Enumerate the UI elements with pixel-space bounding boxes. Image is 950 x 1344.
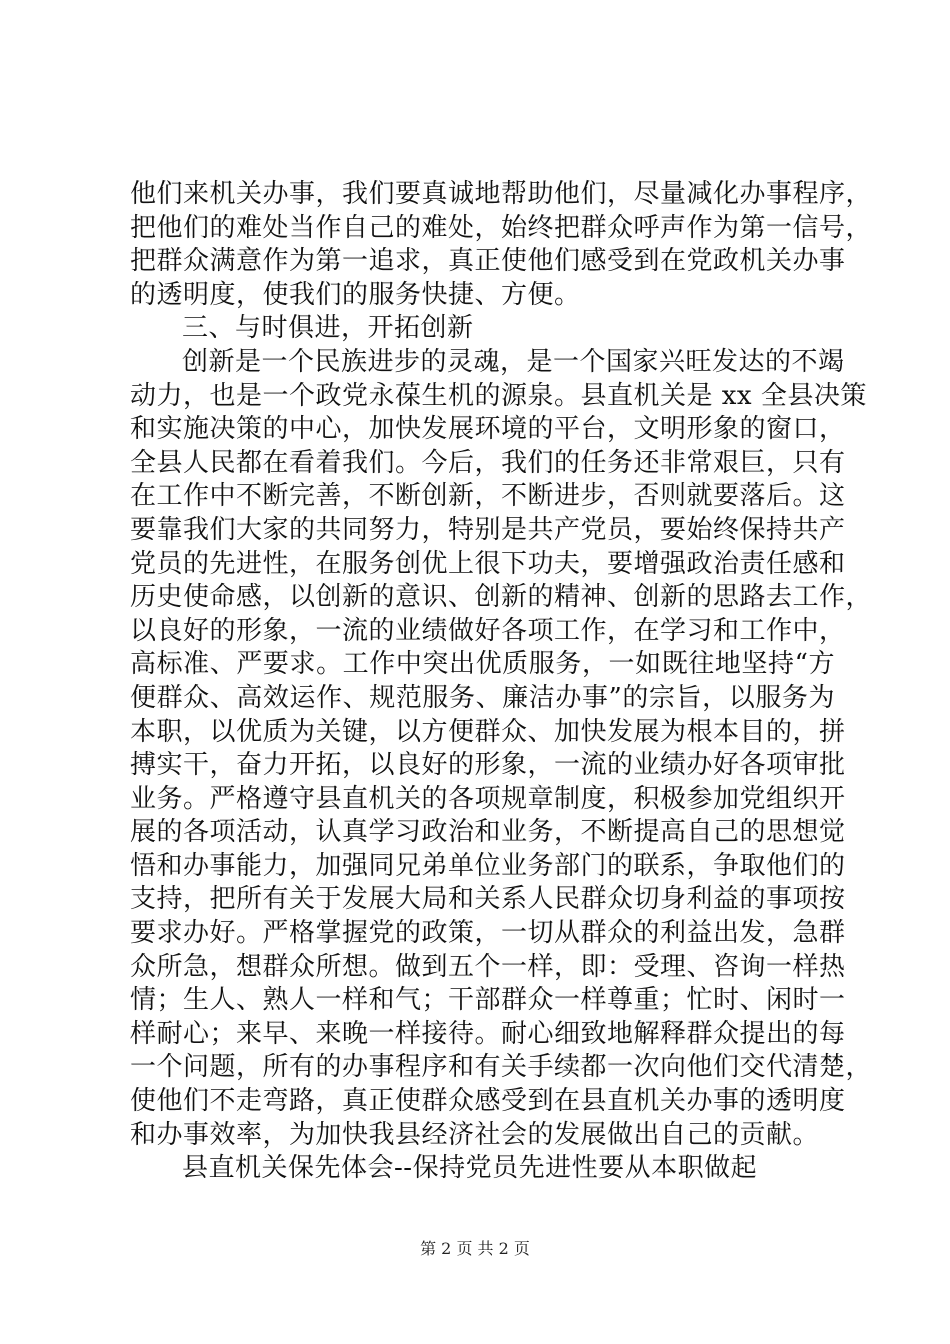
text-line: 样耐心；来早、来晚一样接待。耐心细致地解释群众提出的每: [130, 1018, 846, 1049]
text-line: 搏实干，奋力开拓，以良好的形象，一流的业绩办好各项审批: [130, 750, 846, 781]
text-line: 一个问题，所有的办事程序和有关手续都一次向他们交代清楚，: [130, 1052, 873, 1083]
text-line: 创新是一个民族进步的灵魂，是一个国家兴旺发达的不竭: [182, 346, 845, 377]
text-line: 县直机关保先体会--保持党员先进性要从本职做起: [182, 1153, 758, 1184]
document-body: [130, 178, 873, 1186]
text-line: 历史使命感，以创新的意识、创新的精神、创新的思路去工作，: [130, 582, 873, 613]
text-line: 把他们的难处当作自己的难处，始终把群众呼声作为第一信号，: [130, 212, 873, 243]
text-line: 要求办好。严格掌握党的政策，一切从群众的利益出发，急群: [130, 918, 846, 949]
text-line: 高标准、严要求。工作中突出优质服务，一如既往地坚持“方: [130, 649, 835, 680]
text-line: 便群众、高效运作、规范服务、廉洁办事”的宗旨，以服务为: [130, 682, 835, 713]
text-line: 使他们不走弯路，真正使群众感受到在县直机关办事的透明度: [130, 1086, 846, 1117]
text-line: 党员的先进性，在服务创优上很下功夫，要增强政治责任感和: [130, 548, 846, 579]
text-line: 支持，把所有关于发展大局和关系人民群众切身利益的事项按: [130, 884, 846, 915]
text-line: 展的各项活动，认真学习政治和业务，不断提高自己的思想觉: [130, 817, 846, 848]
text-line: 要靠我们大家的共同努力，特别是共产党员，要始终保持共产: [130, 514, 846, 545]
text-line: 业务。严格遵守县直机关的各项规章制度，积极参加党组织开: [130, 783, 846, 814]
text-line: 三、与时俱进，开拓创新: [182, 313, 474, 344]
page-footer: 第 2 页 共 2 页: [420, 1239, 530, 1258]
text-line: 悟和办事能力，加强同兄弟单位业务部门的联系，争取他们的: [130, 850, 846, 881]
text-line: 情；生人、熟人一样和气；干部群众一样尊重；忙时、闲时一: [130, 985, 846, 1016]
text-line: 他们来机关办事，我们要真诚地帮助他们，尽量减化办事程序，: [130, 179, 873, 209]
text-line: 的透明度，使我们的服务快捷、方便。: [130, 279, 581, 310]
text-line: 全县人民都在看着我们。今后，我们的任务还非常艰巨，只有: [130, 447, 846, 478]
text-line: 在工作中不断完善，不断创新，不断进步，否则就要落后。这: [130, 481, 846, 512]
text-line: 众所急，想群众所想。做到五个一样，即：受理、咨询一样热: [130, 951, 846, 982]
text-line: 把群众满意作为第一追求，真正使他们感受到在党政机关办事: [130, 246, 846, 277]
text-line: 本职，以优质为关键，以方便群众、加快发展为根本目的，拼: [130, 716, 846, 747]
text-line: 动力，也是一个政党永葆生机的源泉。县直机关是 xx 全县决策: [130, 380, 867, 411]
text-line: 和实施决策的中心，加快发展环境的平台，文明形象的窗口，: [130, 414, 846, 445]
text-line: 和办事效率，为加快我县经济社会的发展做出自己的贡献。: [130, 1119, 820, 1150]
text-line: 以良好的形象，一流的业绩做好各项工作，在学习和工作中，: [130, 615, 846, 646]
